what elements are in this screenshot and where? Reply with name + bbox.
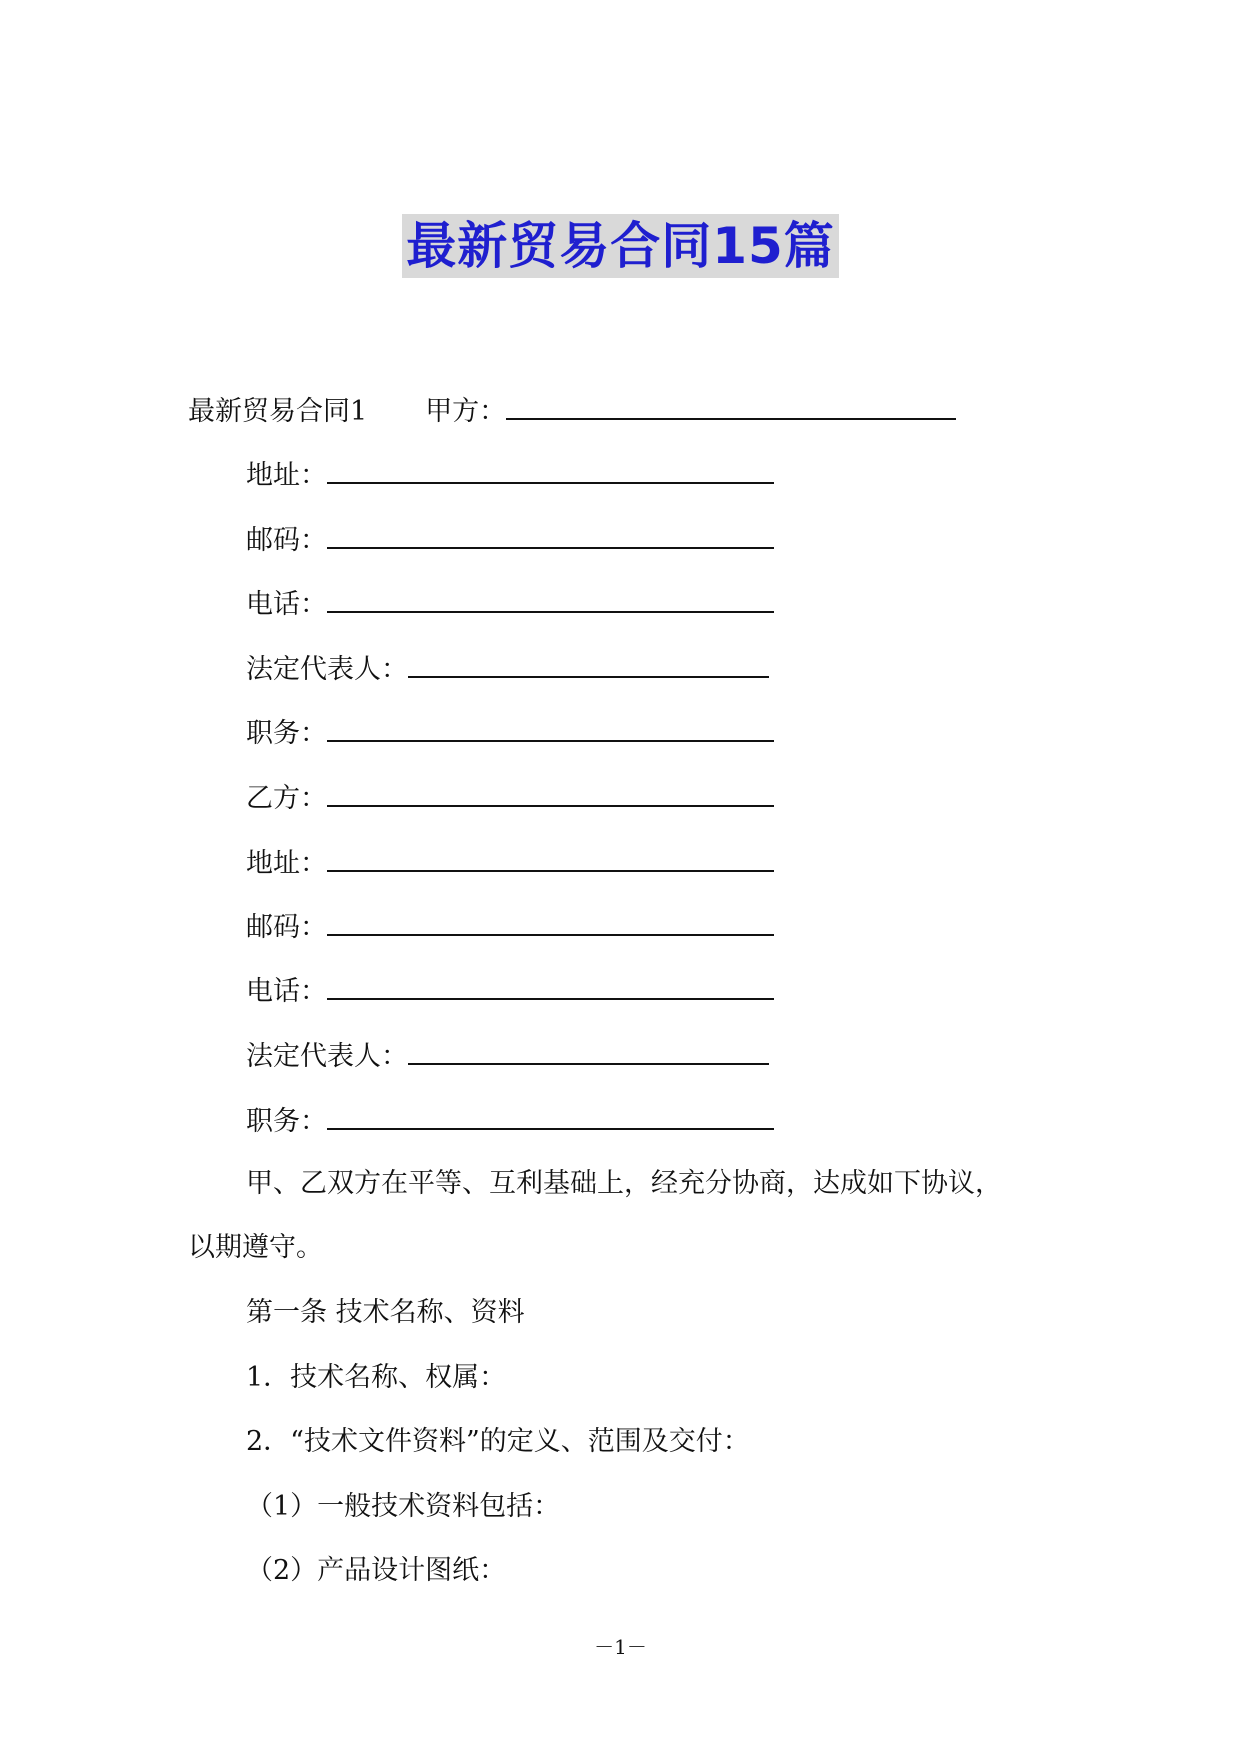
page-number: －1－ xyxy=(594,1635,647,1659)
party-b-phone-label: 电话： xyxy=(246,976,327,1007)
item-2-1: （1）一般技术资料包括： xyxy=(246,1491,561,1522)
party-a-position-label: 职务： xyxy=(246,718,327,749)
party-b-header-line xyxy=(246,777,774,819)
party-a-phone-label: 电话： xyxy=(246,589,327,620)
party-b-postcode-label: 邮码： xyxy=(246,912,327,943)
party-a-postcode-blank xyxy=(327,519,774,549)
party-a-phone-line xyxy=(246,583,774,625)
party-a-address-blank xyxy=(327,454,774,484)
party-a-label: 甲方： xyxy=(425,396,507,427)
party-b-address-line xyxy=(246,842,774,884)
intro-paragraph-line2: 以期遵守。 xyxy=(188,1232,323,1263)
item-1: 1．技术名称、权属： xyxy=(246,1362,507,1393)
party-a-postcode-line xyxy=(246,519,774,561)
party-b-position-label: 职务： xyxy=(246,1106,327,1137)
party-b-position-line xyxy=(246,1100,774,1142)
party-a-legal-rep-blank xyxy=(408,648,769,678)
party-b-postcode-line xyxy=(246,906,774,948)
intro-paragraph-line1: 甲、乙双方在平等、互利基础上，经充分协商，达成如下协议， xyxy=(246,1168,1002,1199)
party-a-address-label: 地址： xyxy=(246,460,327,491)
party-b-legal-rep-blank xyxy=(408,1035,769,1065)
party-a-header-line xyxy=(188,390,956,432)
party-a-position-line xyxy=(246,712,774,754)
party-a-phone-blank xyxy=(327,583,774,613)
item-2-2: （2）产品设计图纸： xyxy=(246,1555,507,1586)
party-a-position-blank xyxy=(327,712,774,742)
item-2: 2．“技术文件资料”的定义、范围及交付： xyxy=(246,1426,750,1457)
party-b-postcode-blank xyxy=(327,906,774,936)
party-b-phone-blank xyxy=(327,970,774,1000)
document-title: 最新贸易合同15篇 xyxy=(402,214,839,278)
party-b-phone-line xyxy=(246,970,774,1012)
party-b-blank xyxy=(327,777,774,807)
party-a-legal-rep-label: 法定代表人： xyxy=(246,654,408,685)
article-1-title: 第一条 技术名称、资料 xyxy=(246,1297,525,1328)
party-a-postcode-label: 邮码： xyxy=(246,525,327,556)
party-a-blank xyxy=(506,390,956,420)
title-wrap xyxy=(0,214,1241,278)
party-b-address-blank xyxy=(327,842,774,872)
party-b-label: 乙方： xyxy=(246,783,327,814)
party-b-legal-rep-label: 法定代表人： xyxy=(246,1041,408,1072)
party-a-address-line xyxy=(246,454,774,496)
contract-heading: 最新贸易合同1 xyxy=(188,396,368,427)
party-a-legal-rep-line xyxy=(246,648,769,690)
party-b-position-blank xyxy=(327,1100,774,1130)
party-b-address-label: 地址： xyxy=(246,848,327,879)
party-b-legal-rep-line xyxy=(246,1035,769,1077)
